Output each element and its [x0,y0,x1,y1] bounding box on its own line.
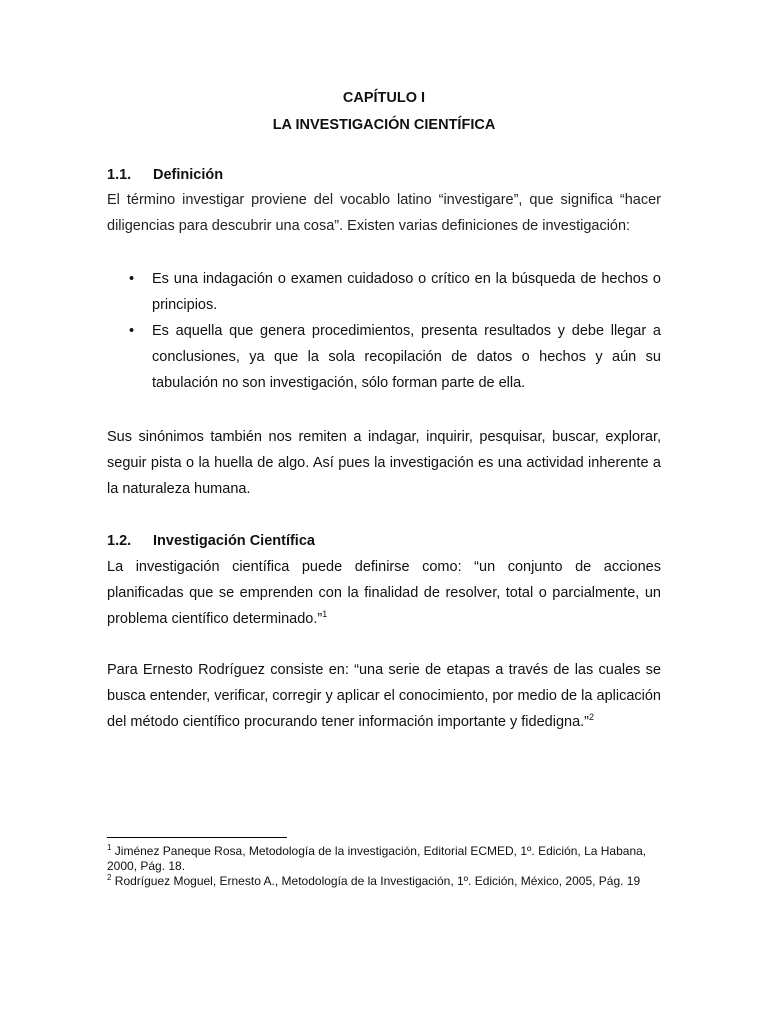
section-title: Definición [153,167,224,183]
scientific-definition-paragraph [107,554,661,632]
section-title: Investigación Científica [153,533,315,549]
definition-intro-paragraph: El término investigar proviene del vocablo latino “investigare”, que significa “hacer diligencias para descubrir una cosa”. Existen varias definiciones de investigación: [107,192,661,234]
footnote [107,874,657,889]
footnote-separator [107,837,287,838]
list-item: • Es aquella que genera procedimientos, presenta resultados y debe llegar a conclusiones, ya que la sola recopilación de datos o hechos y aún su tabulación no son investigación, sólo forman parte de ella. [107,318,661,396]
footnote-text: Rodríguez Moguel, Ernesto A., Metodología de la Investigación, 1º. Edición, México, 2005, Pág. 19 [111,874,641,888]
chapter-number: CAPÍTULO I [342,90,426,106]
footnote-ref: 1 [322,609,328,620]
list-item: • Es una indagación o examen cuidadoso o crítico en la búsqueda de hechos o principios. [107,266,661,318]
chapter-title: LA INVESTIGACIÓN CIENTÍFICA [272,117,496,133]
rodriguez-paragraph [107,657,661,735]
definitions-list [107,266,661,396]
synonyms-paragraph: Sus sinónimos también nos remiten a indagar, inquirir, pesquisar, buscar, explorar, seguir pista o la huella de algo. Así pues la investigación es una actividad inherente a la naturaleza humana. [107,429,661,497]
section-number: 1.2. [107,533,132,549]
footnotes [107,844,657,889]
footnote-text: Jiménez Paneque Rosa, Metodología de la investigación, Editorial ECMED, 1º. Edición, La Habana, 2000, Pág. 18. [107,844,647,873]
footnote-ref: 2 [589,712,595,723]
paragraph-text: La investigación científica puede definirse como: “un conjunto de acciones planificadas que se emprenden con la finalidad de resolver, total o parcialmente, un problema científico determinado.” [107,559,661,627]
section-heading-1-2 [107,533,315,549]
section-number: 1.1. [107,167,132,183]
footnote-mark: 2 [107,873,112,882]
paragraph-text: Para Ernesto Rodríguez consiste en: “una serie de etapas a través de las cuales se busca entender, verificar, corregir y aplicar el conocimiento, por medio de la aplicación del método científico procurando tener información importante y fidedigna.” [107,662,661,730]
footnote [107,844,657,874]
footnote-mark: 1 [107,843,112,852]
section-heading-1-1 [107,167,223,183]
